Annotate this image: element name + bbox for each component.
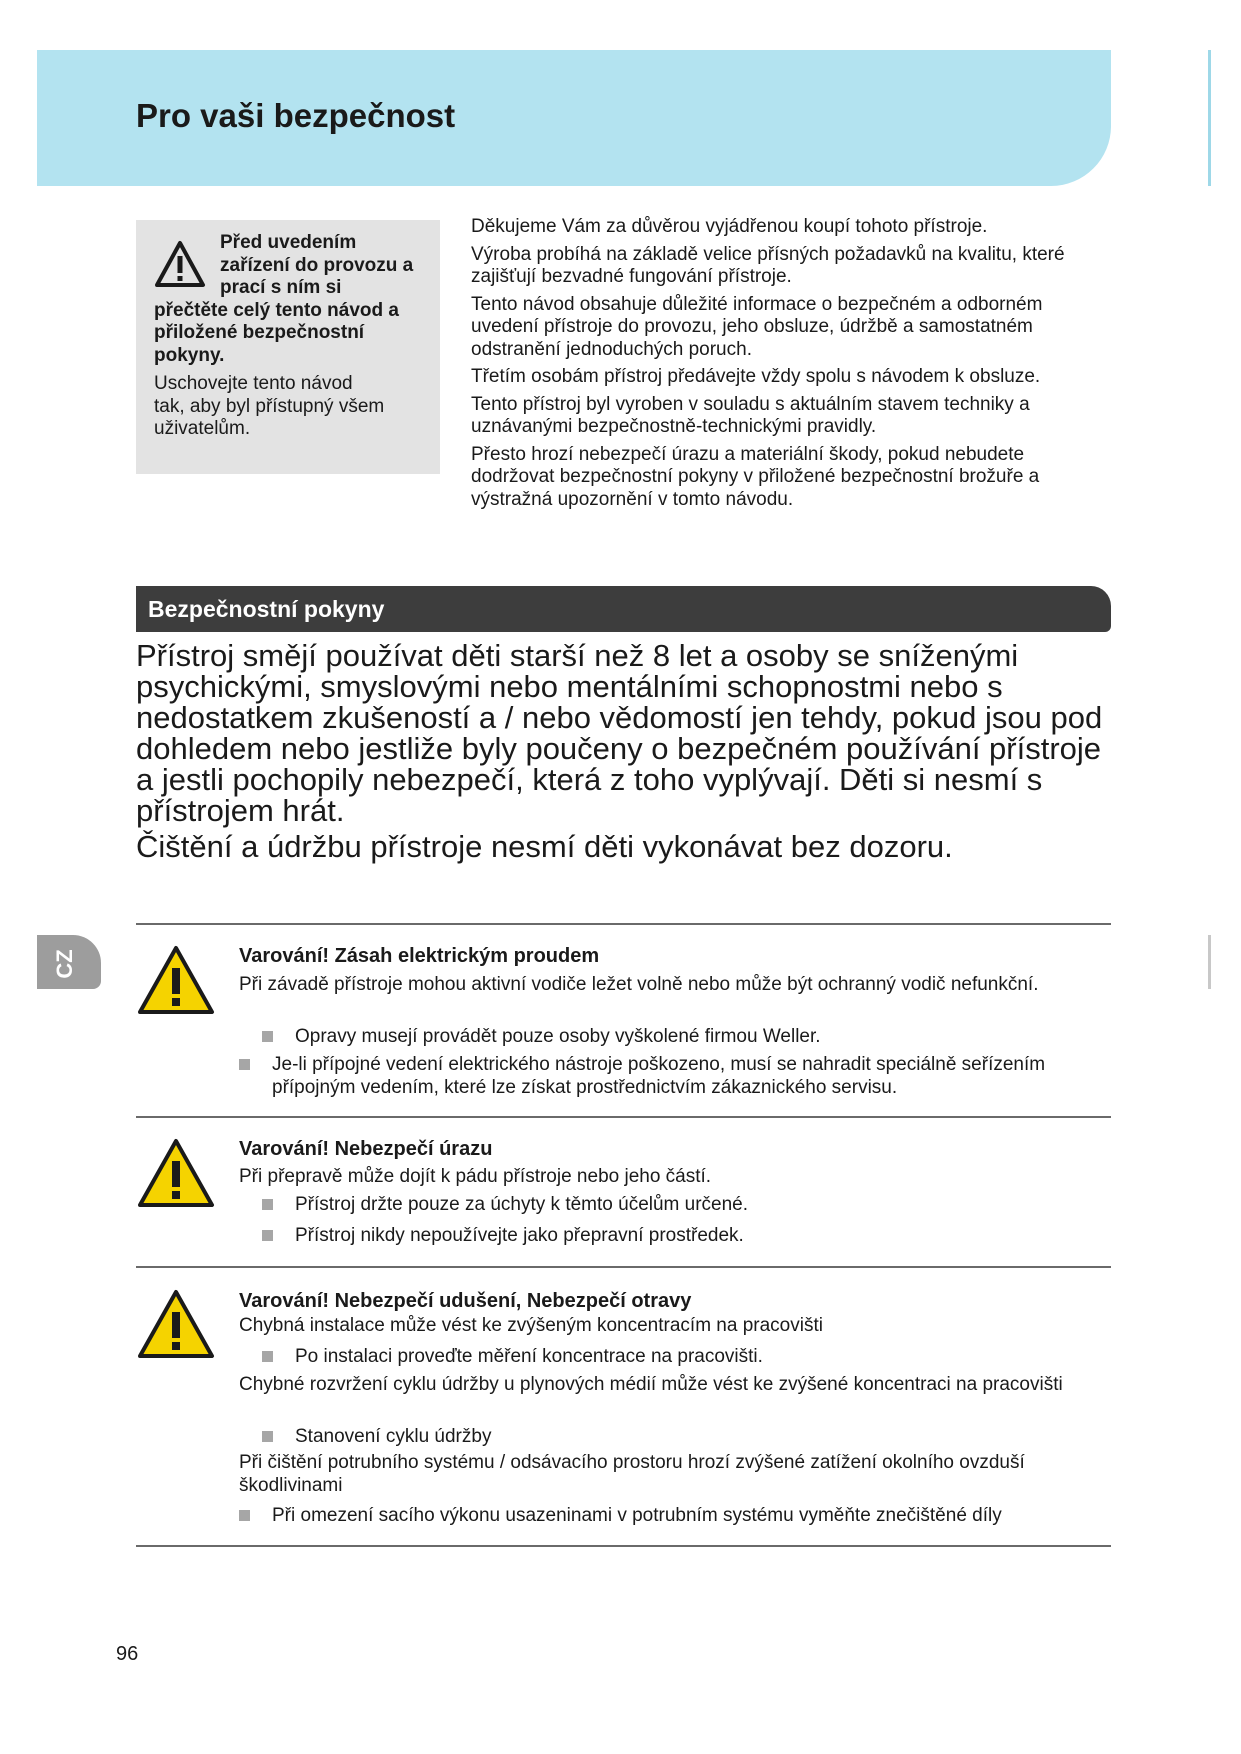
- notice-line: uživatelům.: [154, 418, 251, 439]
- bullet-item: [262, 1346, 1102, 1369]
- intro-paragraph: Přesto hrozí nebezpečí úrazu a materiální škody, pokud nebudete dodržovat bezpečnostní pokyny v přiložené bezpečnostní brožuře a výstražná upozornění v tomto návodu.: [471, 443, 1040, 510]
- intro-paragraph: Třetím osobám přístroj předávejte vždy spolu s návodem k obsluze.: [471, 366, 1041, 387]
- bullet-item: [239, 1054, 1099, 1099]
- bullet-text: Stanovení cyklu údržby: [295, 1426, 492, 1447]
- bullet-item: [239, 1505, 1099, 1528]
- warning-cleaning-text: Při čištění potrubního systému / odsávacího prostoru hrozí zvýšené zatížení okolního ovzduší škodlivinami: [239, 1452, 1025, 1496]
- square-bullet-icon: [239, 1059, 250, 1070]
- square-bullet-icon: [262, 1031, 273, 1042]
- intro-paragraph: Výroba probíhá na základě velice přísných požadavků na kvalitu, které zajišťují bezvadné fungování přístroje.: [471, 243, 1065, 287]
- safety-paragraph: Přístroj smějí používat děti starší než 8 let a osoby se sníženými psychickými, smyslovými nebo mentálními schopnostmi nebo s nedostatkem zkušeností a / nebo vědomostí jen tehdy, pokud jsou pod dohledem nebo jestliže byly poučeny o bezpečném používání přístroje a jestli pochopily nebezpečí, která z toho vyplývají. Děti si nesmí s přístrojem hrát.: [136, 638, 1103, 828]
- warning-triangle-icon: [136, 1137, 216, 1209]
- warning-maintenance-text: Chybné rozvržení cyklu údržby u plynových médií může vést ke zvýšené koncentraci na pracovišti: [239, 1374, 1063, 1395]
- children-safety-text: [136, 640, 1106, 867]
- warning-electric-text: Při závadě přístroje mohou aktivní vodiče ležet volně nebo může být ochranný vodič nefunkční.: [239, 974, 1039, 995]
- divider: [136, 1266, 1111, 1268]
- square-bullet-icon: [262, 1431, 273, 1442]
- notice-line: prací s ním si: [220, 277, 342, 298]
- square-bullet-icon: [262, 1199, 273, 1210]
- notice-warning-text: [154, 232, 432, 367]
- warning-suffocation-text: Chybná instalace může vést ke zvýšeným koncentracím na pracovišti: [239, 1315, 823, 1336]
- language-tab-label: CZ: [52, 949, 77, 979]
- warning-suffocation-title: Varování! Nebezpečí udušení, Nebezpečí otravy: [239, 1290, 692, 1312]
- bullet-item: [262, 1194, 1102, 1217]
- notice-line: přečtěte celý tento návod a: [154, 299, 399, 321]
- notice-keep-text: [154, 373, 432, 441]
- bullet-text: Opravy musejí provádět pouze osoby vyškolené firmou Weller.: [295, 1026, 821, 1047]
- square-bullet-icon: [262, 1351, 273, 1362]
- bullet-item: [262, 1026, 1102, 1049]
- bullet-text: Je-li přípojné vedení elektrického nástroje poškozeno, musí se nahradit speciálně seřízením přípojným vedením, které lze získat prostřednictvím zákaznického servisu.: [272, 1054, 1046, 1098]
- intro-paragraph: Tento návod obsahuje důležité informace o bezpečném a odborném uvedení přístroje do provozu, jeho obsluze, údržbě a samostatném odstranění jednoduchých poruch.: [471, 293, 1043, 360]
- bullet-text: Při omezení sacího výkonu usazeninami v potrubním systému vyměňte znečištěné díly: [272, 1505, 1002, 1526]
- warning-injury-title: Varování! Nebezpečí úrazu: [239, 1138, 493, 1160]
- intro-text: [471, 216, 1111, 516]
- notice-line: zařízení do provozu a: [220, 254, 414, 276]
- intro-paragraph: Tento přístroj byl vyroben v souladu s aktuálním stavem techniky a uznávanými bezpečnostně-technickými pravidly.: [471, 393, 1030, 437]
- section-title: Bezpečnostní pokyny: [148, 596, 385, 622]
- warning-electric-title: Varování! Zásah elektrickým proudem: [239, 945, 600, 967]
- divider: [136, 923, 1111, 925]
- bullet-item: [262, 1225, 1102, 1248]
- intro-paragraph: Děkujeme Vám za důvěrou vyjádřenou koupí tohoto přístroje.: [471, 216, 988, 237]
- page-number: 96: [116, 1643, 139, 1665]
- right-edge-marker: [1208, 935, 1211, 989]
- square-bullet-icon: [239, 1510, 250, 1521]
- warning-injury-text: Při přepravě může dojít k pádu přístroje nebo jeho částí.: [239, 1166, 712, 1187]
- right-edge-marker: [1208, 50, 1211, 186]
- square-bullet-icon: [262, 1230, 273, 1241]
- bullet-item: [262, 1426, 1102, 1449]
- notice-line: přiložené bezpečnostní: [154, 322, 365, 343]
- notice-line: Uschovejte tento návod: [154, 373, 353, 394]
- divider: [136, 1545, 1111, 1547]
- notice-line: tak, aby byl přístupný všem: [154, 395, 385, 417]
- warning-triangle-icon: [136, 944, 216, 1016]
- bullet-text: Přístroj nikdy nepoužívejte jako přepravní prostředek.: [295, 1225, 744, 1246]
- bullet-text: Po instalaci proveďte měření koncentrace na pracovišti.: [295, 1346, 763, 1367]
- bullet-text: Přístroj držte pouze za úchyty k těmto účelům určené.: [295, 1194, 749, 1215]
- page-title: Pro vaši bezpečnost: [136, 97, 456, 134]
- warning-triangle-icon: [136, 1288, 216, 1360]
- divider: [136, 1116, 1111, 1118]
- safety-paragraph: Čištění a údržbu přístroje nesmí děti vykonávat bez dozoru.: [136, 829, 953, 864]
- notice-line: pokyny.: [154, 344, 225, 366]
- notice-line: Před uvedením: [220, 232, 357, 253]
